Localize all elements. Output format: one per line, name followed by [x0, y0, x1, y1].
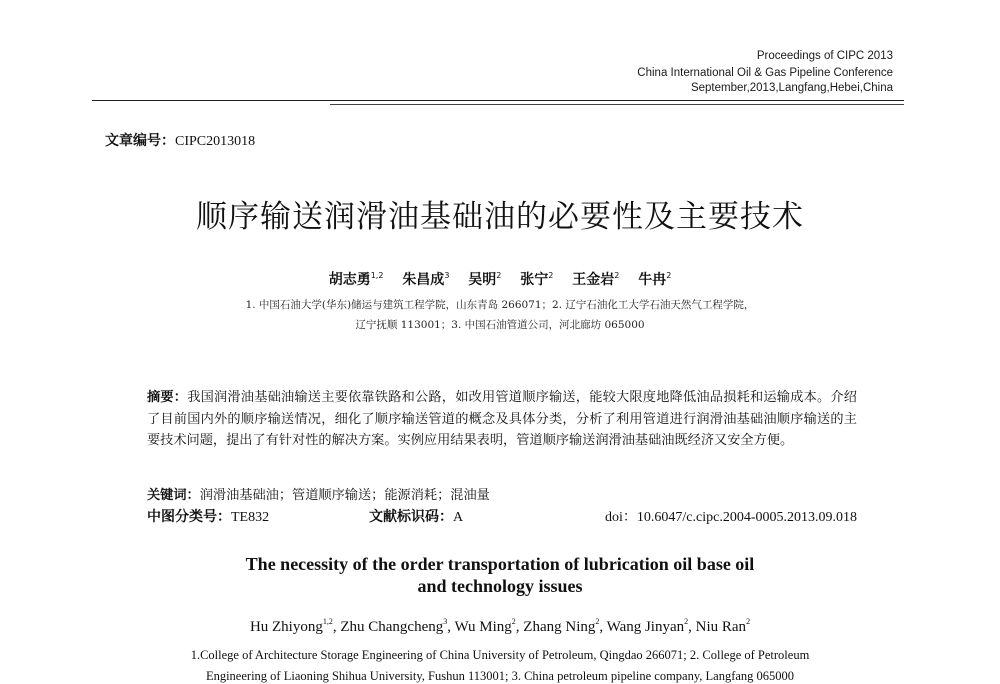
clc-number: 中图分类号：TE832	[147, 509, 270, 525]
keywords-label: 关键词：	[147, 488, 200, 503]
author-cn: 张宁$^2$	[520, 271, 554, 288]
paper-title-cn: 顺序输送润滑油基础油的必要性及主要技术	[196, 199, 804, 235]
author-en: Zhang Ning$^2$,	[523, 617, 604, 635]
keywords	[147, 484, 490, 503]
keywords-text: 润滑油基础油；管道顺序输送；能源消耗；混油量	[199, 488, 490, 503]
author-cn: 朱昌成$^3$	[402, 271, 450, 288]
doi: doi：10.6047/c.cipc.2004-0005.2013.09.018	[605, 510, 857, 525]
author-en: Niu Ran$^2$	[695, 617, 751, 635]
author-cn: 牛冉$^2$	[638, 271, 672, 288]
article-number-label: 文章编号：	[105, 133, 175, 149]
article-number-value: CIPC2013018	[175, 134, 256, 149]
affiliation-cn-line2: 辽宁抚顺 113001；3. 中国石油管道公司，河北廊坊 065000	[355, 319, 645, 331]
author-list-cn	[0, 269, 1000, 289]
affiliation-en-line2: Engineering of Liaoning Shihua University, Fushun 113001; 3. China petroleum pipeline company, Langfang 065000	[205, 669, 795, 683]
author-cn: 胡志勇$^{1,2}$	[328, 271, 384, 288]
abstract	[147, 387, 857, 452]
paper-title-en-line1: The necessity of the order transportation of lubrication oil base oil	[245, 554, 755, 574]
paper-title-en-line2: and technology issues	[417, 576, 583, 596]
author-en: Wu Ming$^2$,	[454, 617, 520, 635]
author-en: Hu Zhiyong$^{1,2}$,	[249, 617, 337, 635]
header-rule-secondary	[330, 104, 904, 105]
conference-date-place: September,2013,Langfang,Hebei,China	[690, 82, 893, 94]
document-code: 文献标识码：A	[369, 509, 464, 525]
paper-title-en	[0, 553, 1000, 597]
header-rule	[92, 100, 904, 101]
abstract-label: 摘要：	[147, 390, 188, 405]
author-list-en	[0, 619, 1000, 636]
author-cn: 王金岩$^2$	[572, 271, 620, 288]
author-en: Wang Jinyan$^2$,	[606, 617, 692, 635]
article-number	[105, 130, 255, 150]
author-en: Zhu Changcheng$^3$,	[340, 617, 451, 635]
affiliation-en-line1: 1.College of Architecture Storage Engineering of China University of Petroleum, Qingdao 266071; 2. College of Petroleum	[190, 648, 810, 662]
proceedings-title: Proceedings of CIPC 2013	[756, 50, 893, 62]
conference-name: China International Oil & Gas Pipeline Conference	[637, 67, 893, 79]
affiliation-cn-line1: 1. 中国石油大学(华东)储运与建筑工程学院，山东青岛 266071；2. 辽宁石油化工大学石油天然气工程学院，	[245, 299, 755, 311]
abstract-text: 我国润滑油基础油输送主要依靠铁路和公路，如改用管道顺序输送，能较大限度地降低油品损耗和运输成本。介绍了目前国内外的顺序输送情况，细化了顺序输送管道的概念及具体分类，分析了利用管道进行润滑油基础油顺序输送的主要技术问题，提出了有针对性的解决方案。实例应用结果表明，管道顺序输送润滑油基础油既经济又安全方便。	[147, 390, 857, 449]
author-cn: 吴明$^2$	[468, 271, 502, 288]
